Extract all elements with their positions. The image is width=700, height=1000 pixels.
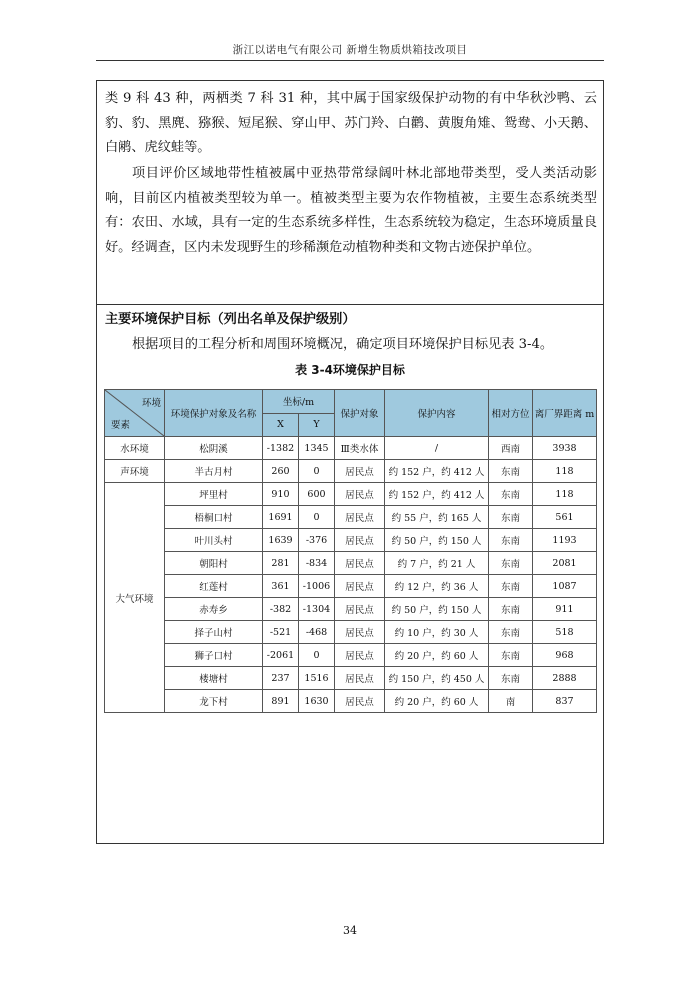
cell-x: 260 <box>263 460 299 483</box>
cell-distance: 1087 <box>533 575 597 598</box>
cell-direction: 东南 <box>489 552 533 575</box>
header-object: 环境保护对象及名称 <box>165 390 263 437</box>
cell-content: 约 20 户，约 60 人 <box>385 690 489 713</box>
cell-name: 狮子口村 <box>165 644 263 667</box>
table-row <box>105 644 597 667</box>
header-element <box>105 390 165 437</box>
table-row <box>105 437 597 460</box>
cell-distance: 3938 <box>533 437 597 460</box>
ecology-cell <box>97 81 603 305</box>
cell-name: 朝阳村 <box>165 552 263 575</box>
fauna-paragraph: 类 9 科 43 种，两栖类 7 科 31 种，其中属于国家级保护动物的有中华秋沙鸭、云豹、豹、黑麂、猕猴、短尾猴、穿山甲、苏门羚、白鹳、黄腹角雉、鸳鸯、小天鹅、白鹇、虎纹蛙等。 <box>105 91 597 155</box>
cell-name: 龙下村 <box>165 690 263 713</box>
cell-y: -376 <box>299 529 335 552</box>
cell-name: 赤寿乡 <box>165 598 263 621</box>
group-water: 水环境 <box>105 437 165 460</box>
cell-distance: 1193 <box>533 529 597 552</box>
cell-direction: 西南 <box>489 437 533 460</box>
cell-direction: 东南 <box>489 483 533 506</box>
cell-x: 891 <box>263 690 299 713</box>
header-direction: 相对方位 <box>489 390 533 437</box>
table-row <box>105 506 597 529</box>
cell-name: 松阴溪 <box>165 437 263 460</box>
table-row <box>105 598 597 621</box>
cell-y: -1304 <box>299 598 335 621</box>
cell-type: 居民点 <box>335 690 385 713</box>
cell-y: 0 <box>299 644 335 667</box>
cell-type: 居民点 <box>335 575 385 598</box>
cell-distance: 837 <box>533 690 597 713</box>
cell-y: -834 <box>299 552 335 575</box>
protection-targets-table <box>104 389 597 713</box>
header-y: Y <box>299 413 335 437</box>
table-row <box>105 552 597 575</box>
cell-x: -521 <box>263 621 299 644</box>
cell-distance: 2888 <box>533 667 597 690</box>
cell-y: 600 <box>299 483 335 506</box>
cell-content: 约 10 户，约 30 人 <box>385 621 489 644</box>
cell-y: 1516 <box>299 667 335 690</box>
header-rule <box>96 60 604 61</box>
cell-content: 约 50 户，约 150 人 <box>385 598 489 621</box>
cell-x: 281 <box>263 552 299 575</box>
cell-name: 坪里村 <box>165 483 263 506</box>
cell-name: 红莲村 <box>165 575 263 598</box>
section-title: 主要环境保护目标（列出名单及保护级别） <box>105 312 356 327</box>
cell-content: 约 152 户，约 412 人 <box>385 483 489 506</box>
cell-distance: 118 <box>533 460 597 483</box>
cell-type: 居民点 <box>335 506 385 529</box>
cell-type: 居民点 <box>335 460 385 483</box>
group-air: 大气环境 <box>105 483 165 713</box>
cell-content: 约 20 户，约 60 人 <box>385 644 489 667</box>
cell-direction: 南 <box>489 690 533 713</box>
table-row <box>105 483 597 506</box>
cell-distance: 118 <box>533 483 597 506</box>
table-row <box>105 460 597 483</box>
cell-x: -2061 <box>263 644 299 667</box>
cell-y: -468 <box>299 621 335 644</box>
table-row <box>105 575 597 598</box>
cell-type: 居民点 <box>335 529 385 552</box>
content-frame <box>96 80 604 844</box>
page-number: 34 <box>343 924 357 937</box>
group-sound: 声环境 <box>105 460 165 483</box>
cell-x: -1382 <box>263 437 299 460</box>
cell-distance: 2081 <box>533 552 597 575</box>
cell-content: 约 7 户，约 21 人 <box>385 552 489 575</box>
cell-name: 择子山村 <box>165 621 263 644</box>
cell-content: / <box>385 437 489 460</box>
header-content: 保护内容 <box>385 390 489 437</box>
table-row <box>105 667 597 690</box>
cell-type: 居民点 <box>335 644 385 667</box>
cell-x: -382 <box>263 598 299 621</box>
cell-content: 约 50 户，约 150 人 <box>385 529 489 552</box>
vegetation-paragraph: 项目评价区域地带性植被属中亚热带常绿阔叶林北部地带类型，受人类活动影响，目前区内植被类型较为单一。植被类型主要为农作物植被，主要生态系统类型有：农田、水域，具有一定的生态系统多样性，生态系统较为稳定，生态环境质量良好。经调查，区内未发现野生的珍稀濒危动植物种类和文物古迹保护单位。 <box>105 166 597 255</box>
cell-y: 1345 <box>299 437 335 460</box>
cell-direction: 东南 <box>489 460 533 483</box>
cell-distance: 911 <box>533 598 597 621</box>
cell-name: 叶川头村 <box>165 529 263 552</box>
cell-direction: 东南 <box>489 575 533 598</box>
cell-name: 梧桐口村 <box>165 506 263 529</box>
cell-direction: 东南 <box>489 529 533 552</box>
cell-content: 约 150 户，约 450 人 <box>385 667 489 690</box>
header-element-top: 环境 <box>141 398 161 409</box>
cell-name: 楼塘村 <box>165 667 263 690</box>
intro-text: 根据项目的工程分析和周围环境概况，确定项目环境保护目标见表 3-4。 <box>132 337 554 352</box>
cell-x: 237 <box>263 667 299 690</box>
cell-content: 约 152 户，约 412 人 <box>385 460 489 483</box>
cell-direction: 东南 <box>489 621 533 644</box>
cell-y: -1006 <box>299 575 335 598</box>
header-x: X <box>263 413 299 437</box>
cell-type: Ⅲ类水体 <box>335 437 385 460</box>
cell-direction: 东南 <box>489 598 533 621</box>
cell-direction: 东南 <box>489 506 533 529</box>
header-element-bottom: 要素 <box>111 420 131 431</box>
cell-distance: 561 <box>533 506 597 529</box>
cell-distance: 518 <box>533 621 597 644</box>
cell-y: 0 <box>299 506 335 529</box>
cell-type: 居民点 <box>335 667 385 690</box>
cell-type: 居民点 <box>335 552 385 575</box>
header-distance: 离厂界距离 m <box>533 390 597 437</box>
page-header: 浙江以诺电气有限公司 新增生物质烘箱技改项目 <box>232 44 468 56</box>
cell-x: 910 <box>263 483 299 506</box>
cell-name: 半古月村 <box>165 460 263 483</box>
cell-y: 0 <box>299 460 335 483</box>
header-coords: 坐标/m <box>263 390 335 414</box>
cell-x: 1691 <box>263 506 299 529</box>
cell-content: 约 55 户，约 165 人 <box>385 506 489 529</box>
cell-y: 1630 <box>299 690 335 713</box>
table-row <box>105 690 597 713</box>
table-row <box>105 529 597 552</box>
cell-direction: 东南 <box>489 644 533 667</box>
cell-type: 居民点 <box>335 621 385 644</box>
cell-direction: 东南 <box>489 667 533 690</box>
cell-type: 居民点 <box>335 598 385 621</box>
header-protected: 保护对象 <box>335 390 385 437</box>
cell-x: 361 <box>263 575 299 598</box>
cell-distance: 968 <box>533 644 597 667</box>
table-caption: 表 3-4环境保护目标 <box>295 363 405 377</box>
cell-content: 约 12 户，约 36 人 <box>385 575 489 598</box>
cell-type: 居民点 <box>335 483 385 506</box>
cell-x: 1639 <box>263 529 299 552</box>
table-row <box>105 621 597 644</box>
